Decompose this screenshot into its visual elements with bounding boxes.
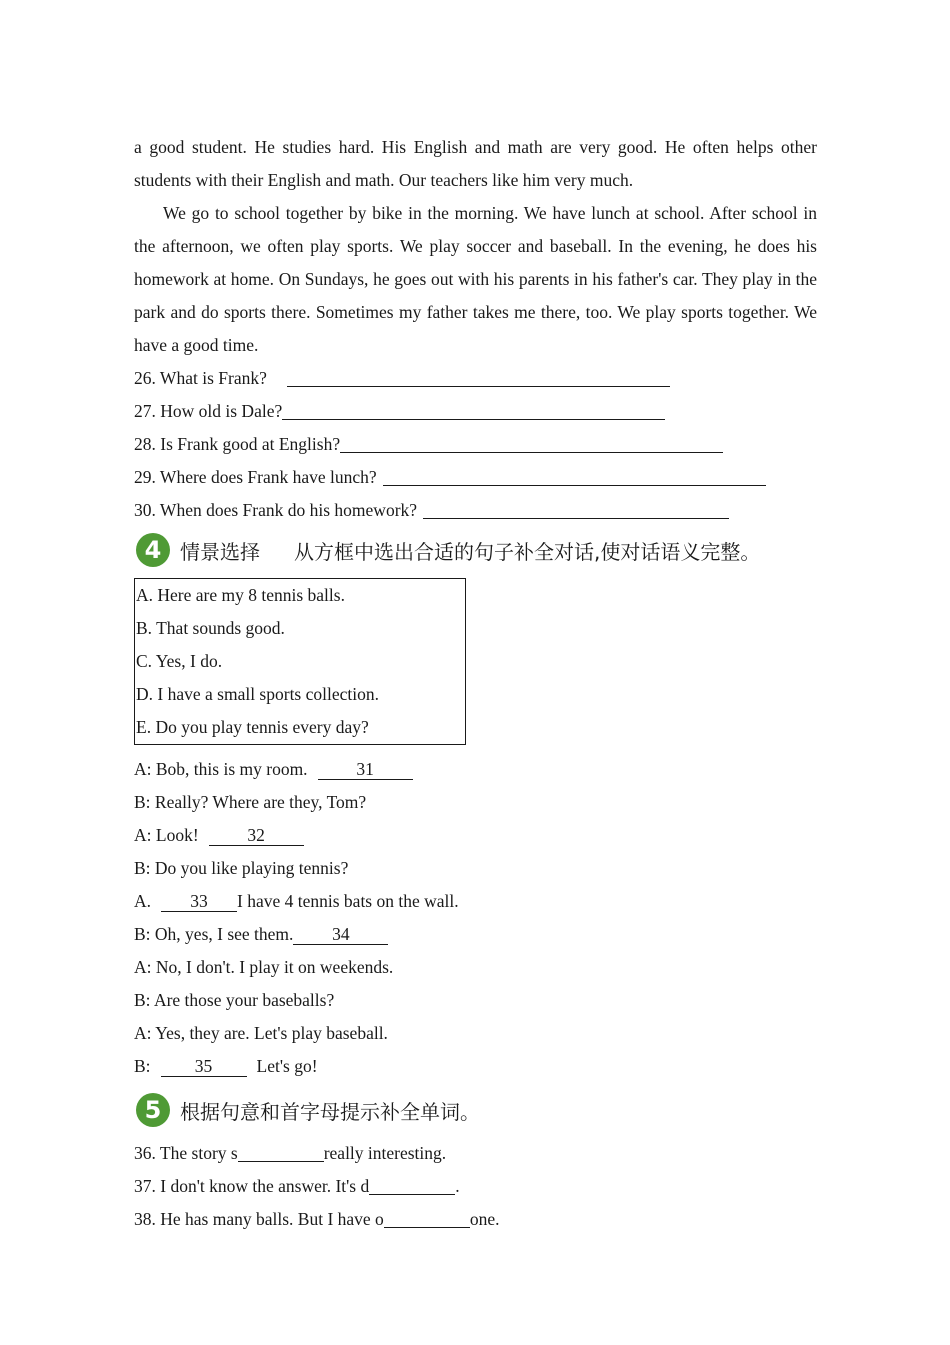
blank-32[interactable]: 32 [209, 825, 304, 846]
answer-line-27[interactable] [282, 399, 665, 420]
section-4-heading [134, 527, 817, 573]
blank-38[interactable] [384, 1207, 470, 1228]
answer-line-29[interactable] [383, 465, 766, 486]
blank-36[interactable] [238, 1141, 324, 1162]
question-28: 28. Is Frank good at English? [134, 428, 817, 461]
dialogue-line: B: Are those your baseballs? [134, 990, 335, 1010]
answer-line-28[interactable] [340, 432, 723, 453]
blank-35[interactable]: 35 [161, 1056, 247, 1077]
answer-line-30[interactable] [423, 498, 729, 519]
question-27: 27. How old is Dale? [134, 395, 817, 428]
options-box [134, 578, 466, 745]
word-completion-list [134, 1137, 817, 1236]
dialogue-line: A. 33 I have 4 tennis bats on the wall. [134, 891, 459, 911]
item-37: 37. I don't know the answer. It's d . [134, 1176, 460, 1196]
section-5-title: 根据句意和首字母提示补全单词。 [180, 1099, 480, 1124]
dialogue-line: B: Really? Where are they, Tom? [134, 792, 367, 812]
blank-31[interactable]: 31 [318, 759, 413, 780]
blank-33[interactable]: 33 [161, 891, 237, 912]
item-38: 38. He has many balls. But I have o one. [134, 1209, 500, 1229]
section-4-instruction: 从方框中选出合适的句子补全对话,使对话语义完整。 [294, 539, 761, 564]
blank-37[interactable] [369, 1174, 455, 1195]
blank-34[interactable]: 34 [293, 924, 388, 945]
option-e: E. Do you play tennis every day? [136, 717, 369, 737]
passage-paragraph-2: We go to school together by bike in the morning. We have lunch at school. After school in the afternoon, we often play sports. We play soccer and baseball. In the evening, he does his homework at home. On Sundays, he goes out with his parents in his father's car. They play in the park and do sports there. Sometimes my father takes me there, too. We play sports together. We have a good time. [134, 203, 817, 355]
question-26: 26. What is Frank? [134, 362, 817, 395]
dialogue-line: A: Yes, they are. Let's play baseball. [134, 1023, 388, 1043]
question-29: 29. Where does Frank have lunch? [134, 461, 817, 494]
section-number-badge: 4 [136, 533, 170, 567]
dialogue-line: A: No, I don't. I play it on weekends. [134, 957, 394, 977]
dialogue-line: B: Oh, yes, I see them. 34 [134, 918, 817, 951]
option-c: C. Yes, I do. [136, 651, 223, 671]
option-b: B. That sounds good. [136, 618, 285, 638]
option-a: A. Here are my 8 tennis balls. [136, 585, 345, 605]
dialogue-line: A: Look! 32 [134, 819, 817, 852]
section-4-title: 情景选择 [180, 539, 260, 564]
dialogue-line: A: Bob, this is my room. 31 [134, 753, 817, 786]
option-d: D. I have a small sports collection. [136, 684, 379, 704]
section-5-heading [134, 1087, 817, 1133]
dialogue-line: B: 35 Let's go! [134, 1056, 318, 1076]
passage-paragraph-1: a good student. He studies hard. His English and math are very good. He often helps other students with their English and math. Our teachers like him very much. [134, 137, 817, 190]
answer-line-26[interactable] [287, 366, 670, 387]
worksheet-page [134, 131, 817, 1236]
item-36: 36. The story s really interesting. [134, 1143, 447, 1163]
question-list [134, 362, 817, 527]
question-30: 30. When does Frank do his homework? [134, 494, 817, 527]
dialogue-line: B: Do you like playing tennis? [134, 858, 349, 878]
dialogue [134, 753, 817, 1083]
section-number-badge: 5 [136, 1093, 170, 1127]
